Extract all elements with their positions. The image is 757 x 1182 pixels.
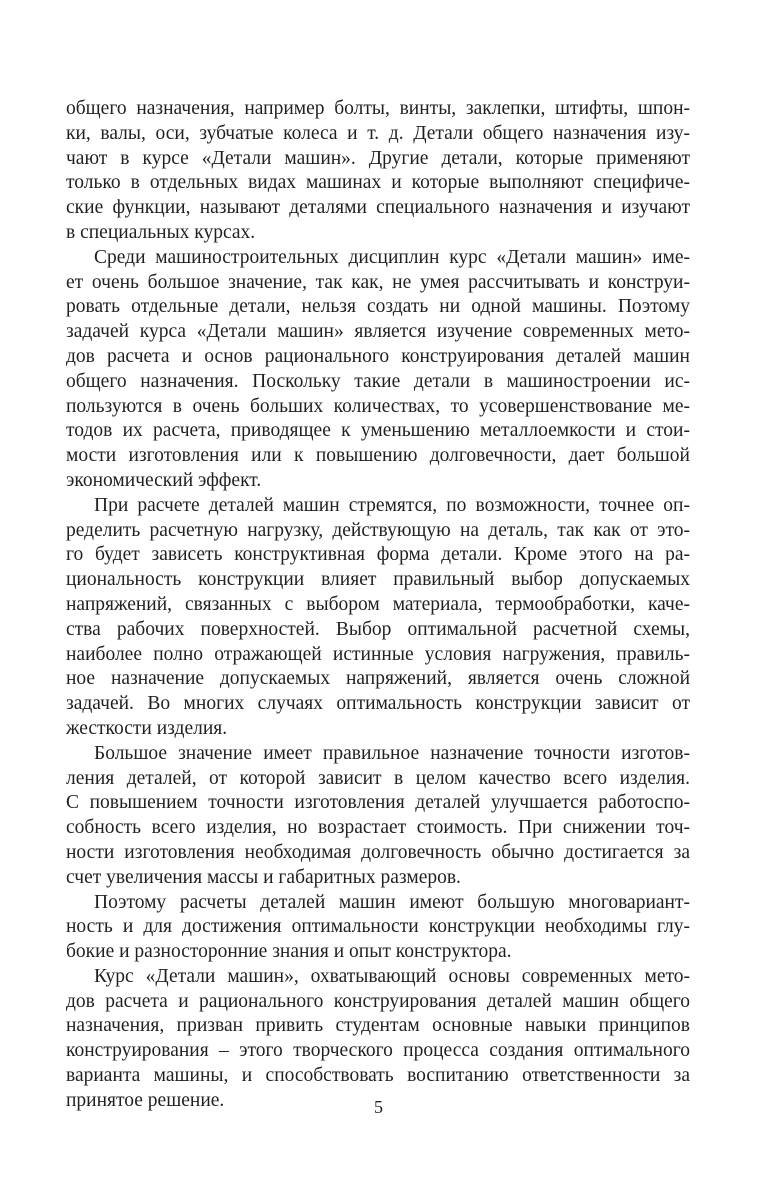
text-line: собность всего изделия, но возрастает стоимость. При снижении точ- xyxy=(66,817,690,839)
page-number: 5 xyxy=(374,1097,383,1117)
text-line: ские функции, называют деталями специального назначения и изучают xyxy=(66,197,690,219)
text-line: наиболее полно отражающей истинные условия нагружения, правиль- xyxy=(66,643,690,665)
text-line: ет очень большое значение, так как, не умея рассчитывать и конструи- xyxy=(66,271,690,293)
text-line: бокие и разносторонние знания и опыт конструктора. xyxy=(66,941,512,963)
paragraph-first-line: Большое значение имеет правильное назначение точности изготов- xyxy=(94,742,690,764)
paragraph-first-line: При расчете деталей машин стремятся, по возможности, точнее оп- xyxy=(94,494,690,516)
text-line: С повышением точности изготовления деталей улучшается работоспо- xyxy=(66,792,690,814)
paragraph-first-line: Курс «Детали машин», охватывающий основы современных мето- xyxy=(94,965,690,987)
text-line: варианта машины, и способствовать воспитанию ответственности за xyxy=(66,1065,690,1087)
text-line: принятое решение. xyxy=(66,1089,225,1111)
text-line: ки, валы, оси, зубчатые колеса и т. д. Детали общего назначения изу- xyxy=(66,122,690,144)
text-line: только в отдельных видах машинах и которые выполняют специфиче- xyxy=(66,172,690,194)
text-line: назначения, призван привить студентам основные навыки принципов xyxy=(66,1015,690,1037)
text-line: циональность конструкции влияет правильный выбор допускаемых xyxy=(66,569,690,591)
text-line: чают в курсе «Детали машин». Другие детали, которые применяют xyxy=(66,147,690,169)
text-line: ства рабочих поверхностей. Выбор оптимальной расчетной схемы, xyxy=(66,618,690,640)
text-line: экономический эффект. xyxy=(66,469,262,491)
text-line: го будет зависеть конструктивная форма детали. Кроме этого на ра- xyxy=(66,544,690,566)
text-line: ления деталей, от которой зависит в целом качество всего изделия. xyxy=(66,767,690,789)
text-line: общего назначения, например болты, винты, заклепки, штифты, шпон- xyxy=(66,98,690,119)
text-line: ность и для достижения оптимальности конструкции необходимы глу- xyxy=(66,916,690,938)
paragraph-first-line: Среди машиностроительных дисциплин курс «Детали машин» име- xyxy=(94,246,690,268)
text-line: счет увеличения массы и габаритных размеров. xyxy=(66,866,461,888)
text-line: задачей. Во многих случаях оптимальность конструкции зависит от xyxy=(66,693,690,715)
body-text xyxy=(66,97,690,1114)
paragraph-first-line: Поэтому расчеты деталей машин имеют большую многовариант- xyxy=(94,891,690,913)
text-line: ровать отдельные детали, нельзя создать ни одной машины. Поэтому xyxy=(66,296,690,318)
text-line: ности изготовления необходимая долговечность обычно достигается за xyxy=(66,841,690,863)
text-line: конструирования – этого творческого процесса создания оптимального xyxy=(66,1040,690,1062)
text-line: в специальных курсах. xyxy=(66,221,256,243)
text-line: задачей курса «Детали машин» является изучение современных мето- xyxy=(66,321,690,343)
text-line: дов расчета и основ рационального конструирования деталей машин xyxy=(66,345,690,367)
text-line: тодов их расчета, приводящее к уменьшению металлоемкости и стои- xyxy=(66,420,690,442)
text-line: жесткости изделия. xyxy=(66,717,228,739)
text-line: дов расчета и рационального конструирования деталей машин общего xyxy=(66,990,690,1012)
text-line: ное назначение допускаемых напряжений, является очень сложной xyxy=(66,668,690,690)
text-line: пользуются в очень больших количествах, то усовершенствование ме- xyxy=(66,395,690,417)
text-line: ределить расчетную нагрузку, действующую на деталь, так как от это- xyxy=(66,519,690,541)
text-line: мости изготовления или к повышению долговечности, дает большой xyxy=(66,445,690,467)
text-line: общего назначения. Поскольку такие детали в машиностроении ис- xyxy=(66,370,690,392)
text-line: напряжений, связанных с выбором материала, термообработки, каче- xyxy=(66,593,690,615)
